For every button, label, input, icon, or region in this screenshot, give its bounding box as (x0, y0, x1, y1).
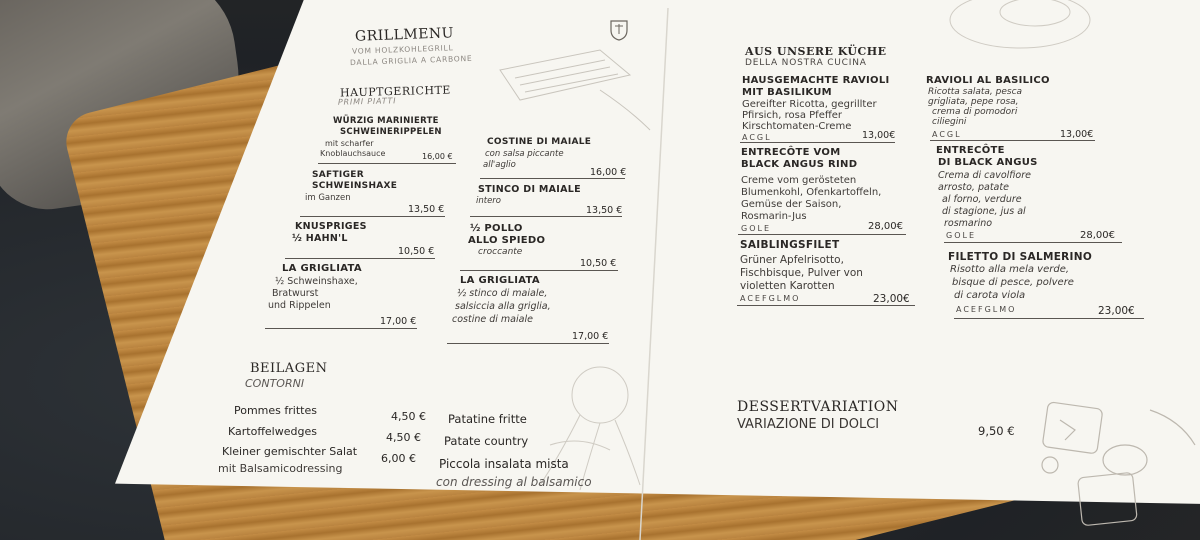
item-desc: Pfirsich, rosa Pfeffer (742, 110, 843, 121)
item-name: FILETTO DI SALMERINO (948, 251, 1093, 263)
price-rule (285, 258, 435, 259)
item-name: LA GRIGLIATA (282, 263, 362, 274)
side-de-desc: mit Balsamicodressing (218, 462, 343, 475)
item-name: LA GRIGLIATA (460, 275, 540, 286)
sides-heading-de: BEILAGEN (250, 361, 328, 376)
side-it: Patate country (444, 434, 529, 448)
item-name: STINCO DI MAIALE (478, 184, 581, 195)
item-desc: Grüner Apfelrisotto, (740, 254, 844, 266)
item-price: 13,00€ (862, 130, 896, 141)
item-name: SAFTIGER (312, 170, 364, 180)
dessert-illustration (1030, 390, 1200, 530)
item-name: ENTRECÔTE (936, 145, 1005, 156)
item-desc: Gemüse der Saison, (741, 199, 842, 210)
mains-heading-it: PRIMI PIATTI (337, 96, 397, 107)
item-desc: ½ stinco di maiale, (457, 288, 548, 299)
item-price: 13,00€ (1060, 129, 1094, 140)
item-name: RAVIOLI AL BASILICO (926, 75, 1050, 86)
side-price: 4,50 € (391, 410, 426, 423)
grill-subtitle-it: DALLA GRIGLIA A CARBONE (349, 53, 473, 68)
price-rule (930, 140, 1095, 141)
item-desc: crema di pomodori (932, 107, 1018, 117)
kitchen-subtitle: DELLA NOSTRA CUCINA (745, 58, 867, 68)
price-rule (738, 234, 906, 235)
item-desc: al forno, verdure (942, 194, 1022, 205)
side-de: Kartoffelwedges (228, 425, 317, 438)
grill-subtitle-de: VOM HOLZKOHLEGRILL (351, 43, 454, 56)
item-desc: und Rippelen (268, 300, 331, 311)
price-rule (265, 328, 417, 329)
item-desc: Risotto alla mela verde, (950, 264, 1070, 275)
item-name: ENTRECÔTE VOM (741, 147, 841, 158)
price-rule (470, 216, 622, 217)
item-name: MIT BASILIKUM (742, 87, 832, 98)
item-name: WÜRZIG MARINIERTE (333, 116, 439, 126)
item-allergens: ACGL (742, 133, 772, 142)
item-desc: violetten Karotten (740, 280, 835, 292)
item-allergens: ACEFGLMO (956, 305, 1017, 314)
price-rule (740, 142, 895, 143)
item-desc: Rosmarin-Jus (741, 211, 807, 222)
vegetable-sketch (520, 355, 660, 495)
side-de: Kleiner gemischter Salat (222, 445, 358, 458)
side-it-desc: con dressing al balsamico (436, 475, 592, 489)
item-desc: ½ Schweinshaxe, (275, 276, 358, 287)
item-name: SCHWEINSHAXE (312, 181, 398, 191)
item-price: 28,00€ (1080, 230, 1115, 241)
item-price: 13,50 € (408, 204, 445, 215)
side-it: Piccola insalata mista (439, 457, 569, 471)
item-allergens: GOLE (741, 224, 772, 233)
price-rule (318, 163, 456, 164)
item-price: 10,50 € (580, 258, 617, 269)
item-name: BLACK ANGUS RIND (741, 159, 858, 170)
price-rule (737, 305, 915, 306)
item-desc: intero (476, 196, 502, 206)
item-price: 10,50 € (398, 246, 435, 257)
dessert-title-it: VARIAZIONE DI DOLCI (737, 417, 880, 432)
item-desc: Creme vom gerösteten (741, 175, 857, 186)
grill-title: GRILLMENU (354, 25, 455, 45)
item-desc: grigliata, pepe rosa, (928, 97, 1019, 107)
item-allergens: ACEFGLMO (740, 294, 801, 303)
item-desc: arrosto, patate (938, 182, 1009, 193)
item-desc: con salsa piccante (485, 149, 564, 159)
item-allergens: ACGL (932, 130, 962, 139)
item-name: HAUSGEMACHTE RAVIOLI (742, 75, 890, 86)
item-desc: rosmarino (944, 218, 993, 229)
item-desc: bisque di pesce, polvere (952, 277, 1074, 288)
item-desc: salsiccia alla griglia, (455, 301, 551, 312)
grill-illustration (480, 30, 660, 140)
mains-heading-de: HAUPTGERICHTE (339, 83, 452, 100)
item-name: ½ POLLO (470, 223, 523, 234)
item-price: 16,00 € (422, 152, 453, 161)
dessert-price: 9,50 € (978, 424, 1015, 438)
item-price: 13,50 € (586, 205, 623, 216)
side-price: 6,00 € (381, 452, 416, 465)
item-name: ALLO SPIEDO (468, 235, 546, 246)
item-price: 23,00€ (873, 293, 910, 305)
item-desc: Knoblauchsauce (320, 149, 386, 158)
item-price: 17,00 € (572, 331, 609, 342)
item-name: COSTINE DI MAIALE (487, 137, 592, 147)
item-desc: di carota viola (954, 290, 1026, 301)
item-price: 16,00 € (590, 167, 627, 178)
plate-sketch (940, 0, 1100, 60)
item-desc: mit scharfer (325, 139, 374, 148)
price-rule (460, 270, 618, 271)
item-desc: Ricotta salata, pesca (928, 87, 1023, 97)
kitchen-title: AUS UNSERE KÜCHE (745, 45, 887, 58)
side-de: Pommes frittes (234, 404, 317, 417)
item-name: SCHWEINERIPPELEN (340, 127, 442, 137)
item-desc: Crema di cavolfiore (938, 170, 1031, 181)
item-desc: all'aglio (483, 160, 516, 170)
item-price: 28,00€ (868, 221, 903, 232)
item-price: 23,00€ (1098, 305, 1135, 317)
price-rule (944, 242, 1122, 243)
price-rule (447, 343, 609, 344)
item-name: KNUSPRIGES (295, 221, 367, 232)
price-rule (300, 216, 445, 217)
price-rule (480, 178, 625, 179)
item-desc: di stagione, jus al (942, 206, 1026, 217)
item-name: DI BLACK ANGUS (938, 157, 1038, 168)
side-it: Patatine fritte (448, 412, 527, 426)
item-desc: im Ganzen (305, 193, 351, 203)
item-price: 17,00 € (380, 316, 417, 327)
item-name: ½ HAHN'L (292, 233, 348, 244)
side-price: 4,50 € (386, 431, 421, 444)
price-rule (954, 318, 1144, 319)
item-desc: Fischbisque, Pulver von (740, 267, 863, 279)
item-desc: croccante (478, 247, 523, 257)
item-desc: Blumenkohl, Ofenkartoffeln, (741, 187, 882, 198)
item-desc: ciliegini (932, 117, 967, 127)
item-desc: Kirschtomaten-Creme (742, 121, 852, 132)
sides-heading-it: CONTORNI (245, 377, 305, 390)
item-allergens: GOLE (946, 231, 977, 240)
item-desc: Gereifter Ricotta, gegrillter (742, 99, 877, 110)
item-desc: costine di maiale (452, 314, 533, 325)
item-name: SAIBLINGSFILET (740, 239, 840, 251)
item-desc: Bratwurst (272, 288, 319, 299)
crest-icon (607, 18, 631, 42)
dessert-title-de: DESSERTVARIATION (737, 399, 899, 415)
